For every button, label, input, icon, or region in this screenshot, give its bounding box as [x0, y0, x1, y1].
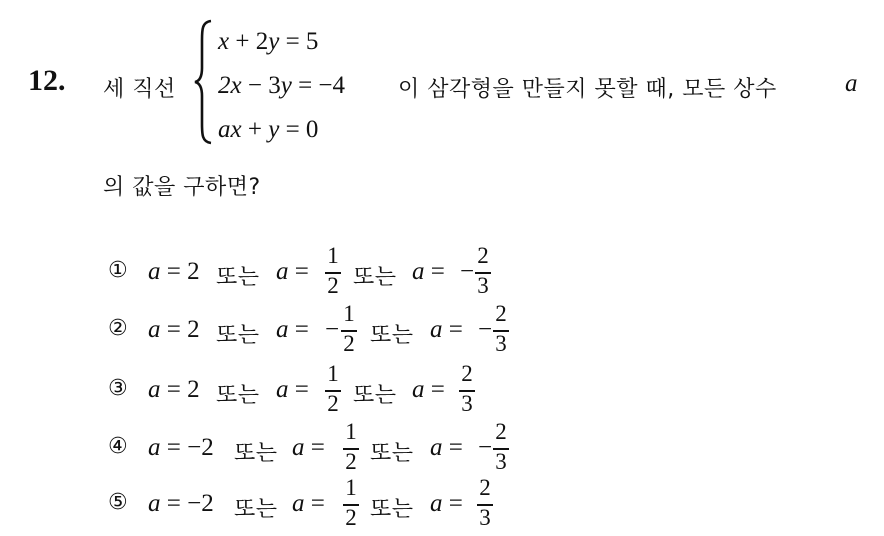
- fraction: 2 3: [492, 419, 510, 479]
- fraction: 1 2: [342, 475, 360, 535]
- choice-mid: a =: [430, 434, 463, 461]
- fraction: 2 3: [458, 361, 476, 421]
- choice-marker: ④: [108, 434, 128, 459]
- choice-4[interactable]: [0, 419, 884, 480]
- choice-mid: a =: [292, 434, 325, 461]
- or-word: 또는: [370, 323, 414, 348]
- choice-lhs: a = 2: [148, 258, 200, 285]
- choice-2[interactable]: [0, 301, 884, 362]
- or-word: 또는: [353, 265, 397, 290]
- choice-lhs: a = 2: [148, 316, 200, 343]
- choice-marker: ②: [108, 316, 128, 341]
- or-word: 또는: [370, 441, 414, 466]
- left-brace-icon: [193, 18, 217, 146]
- choice-lhs: a = 2: [148, 376, 200, 403]
- choice-marker: ①: [108, 258, 128, 283]
- choice-mid: a =: [412, 258, 445, 285]
- fraction: 2 3: [474, 243, 492, 303]
- fraction-sign: −: [478, 434, 493, 461]
- equation-3: ax + y = 0: [218, 116, 319, 143]
- or-word: 또는: [353, 383, 397, 408]
- fraction: 1 2: [324, 361, 342, 421]
- equation-2: 2x − 3y = −4: [218, 72, 346, 99]
- question-condition: 이 삼각형을 만들지 못할 때, 모든 상수: [398, 77, 777, 102]
- choice-mid: a =: [276, 258, 309, 285]
- fraction: 1 2: [324, 243, 342, 303]
- fraction: 2 3: [492, 301, 510, 361]
- fraction-sign: −: [478, 316, 493, 343]
- fraction-sign: −: [460, 258, 475, 285]
- choice-lhs: a = −2: [148, 434, 214, 461]
- choice-mid: a =: [430, 316, 463, 343]
- choice-1[interactable]: [0, 243, 884, 304]
- choice-3[interactable]: [0, 361, 884, 422]
- or-word: 또는: [216, 383, 260, 408]
- fraction: 1 2: [340, 301, 358, 361]
- choice-5[interactable]: [0, 475, 884, 536]
- choice-mid: a =: [412, 376, 445, 403]
- equation-1: x + 2y = 5: [218, 28, 319, 55]
- fraction: 2 3: [476, 475, 494, 535]
- choice-marker: ⑤: [108, 490, 128, 515]
- or-word: 또는: [234, 497, 278, 522]
- question-number: 12.: [28, 64, 66, 97]
- choice-mid: a =: [276, 376, 309, 403]
- question-line-2: 의 값을 구하면?: [103, 175, 261, 200]
- choice-mid: a =: [276, 316, 309, 343]
- or-word: 또는: [370, 497, 414, 522]
- question-intro: 세 직선: [103, 77, 176, 102]
- choice-mid: a =: [292, 490, 325, 517]
- variable-a: a: [845, 70, 858, 97]
- or-word: 또는: [234, 441, 278, 466]
- or-word: 또는: [216, 323, 260, 348]
- fraction-sign: −: [325, 316, 340, 343]
- or-word: 또는: [216, 265, 260, 290]
- fraction: 1 2: [342, 419, 360, 479]
- choice-mid: a =: [430, 490, 463, 517]
- choice-marker: ③: [108, 376, 128, 401]
- choice-lhs: a = −2: [148, 490, 214, 517]
